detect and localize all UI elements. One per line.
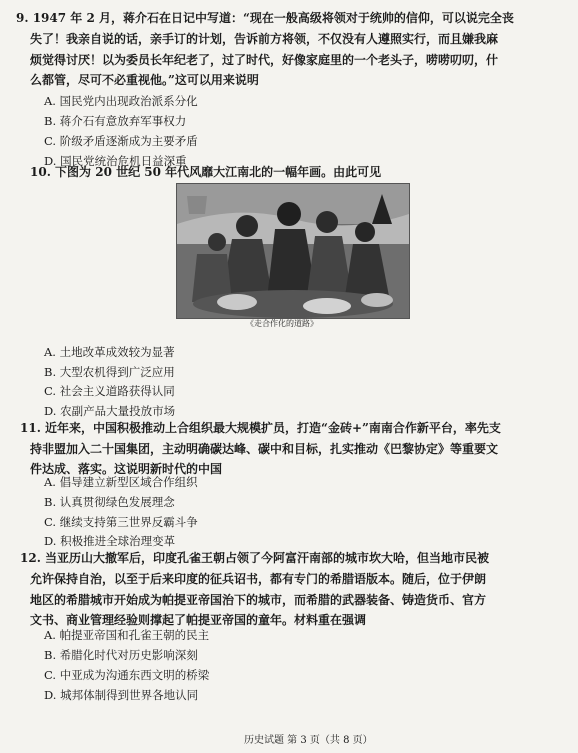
q9-option-b[interactable]: B. 蒋介石有意放弃军事权力 bbox=[44, 114, 187, 128]
page-footer: 历史试题 第 3 页（共 8 页） bbox=[244, 735, 373, 746]
q11-stem-line-2: 持非盟加入二十国集团，主动明确碳达峰、碳中和目标，扎实推动《巴黎协定》等重要文 bbox=[30, 442, 499, 456]
q9-stem-line-4: 么都管，尽可不必重视他。”这可以用来说明 bbox=[30, 73, 259, 87]
q12-stem-line-4: 文书、商业管理经验则撑起了帕提亚帝国的童年。材料重在强调 bbox=[30, 613, 367, 627]
q9-stem-line-1: 9. 1947 年 2 月，蒋介石在日记中写道：“现在一般高级将领对于统帅的信仰，可以说完全丧 bbox=[16, 11, 514, 25]
q11-stem-line-1: 11. 近年来，中国积极推动上合组织最大规模扩员，打造“金砖+”南南合作新平台，率先支 bbox=[20, 421, 501, 435]
q12-stem-line-3: 地区的希腊城市开始成为帕提亚帝国治下的城市，而希腊的武器装备、铸造货币、官方 bbox=[30, 593, 487, 607]
q12-option-c[interactable]: C. 中亚成为沟通东西文明的桥梁 bbox=[44, 668, 210, 682]
q11-option-c[interactable]: C. 继续支持第三世界反霸斗争 bbox=[44, 515, 198, 529]
q11-option-b[interactable]: B. 认真贯彻绿色发展理念 bbox=[44, 495, 175, 509]
q9-option-d[interactable]: D. 国民党统治危机日益深重 bbox=[44, 154, 187, 168]
q11-stem-line-3: 件达成、落实。这说明新时代的中国 bbox=[30, 462, 223, 476]
poster-caption: 《走合作化的道路》 bbox=[246, 319, 318, 328]
q11-option-d[interactable]: D. 积极推进全球治理变革 bbox=[44, 534, 176, 548]
q12-option-a[interactable]: A. 帕提亚帝国和孔雀王朝的民主 bbox=[44, 628, 210, 642]
q9-option-a[interactable]: A. 国民党内出现政治派系分化 bbox=[44, 94, 198, 108]
q10-option-b[interactable]: B. 大型农机得到广泛应用 bbox=[44, 365, 175, 379]
q12-option-b[interactable]: B. 希腊化时代对历史影响深刻 bbox=[44, 648, 198, 662]
nianhua-poster-image bbox=[176, 183, 410, 319]
q10-stem: 10. 下图为 20 世纪 50 年代风靡大江南北的一幅年画。由此可见 bbox=[30, 165, 382, 179]
q10-option-c[interactable]: C. 社会主义道路获得认同 bbox=[44, 384, 175, 398]
q12-stem-line-2: 允许保持自治，以至于后来印度的征兵诏书，都有专门的希腊语版本。随后，位于伊朗 bbox=[30, 572, 487, 586]
q9-option-c[interactable]: C. 阶级矛盾逐渐成为主要矛盾 bbox=[44, 134, 198, 148]
q9-stem-line-3: 烦觉得讨厌！以为委员长年纪老了，过了时代，好像家庭里的一个老头子，唠唠叨叨，什 bbox=[30, 53, 499, 67]
q12-stem-line-1: 12. 当亚历山大撤军后，印度孔雀王朝占领了今阿富汗南部的城市坎大哈，但当地市民被 bbox=[20, 551, 490, 565]
q9-stem-line-2: 失了！我亲自说的话，亲手订的计划，告诉前方将领，不仅没有人遵照实行，而且嫌我麻 bbox=[30, 32, 499, 46]
q12-option-d[interactable]: D. 城邦体制得到世界各地认同 bbox=[44, 688, 199, 702]
q10-option-d[interactable]: D. 农副产品大量投放市场 bbox=[44, 404, 176, 418]
q11-option-a[interactable]: A. 倡导建立新型区域合作组织 bbox=[44, 475, 198, 489]
q10-option-a[interactable]: A. 土地改革成效较为显著 bbox=[44, 345, 175, 359]
